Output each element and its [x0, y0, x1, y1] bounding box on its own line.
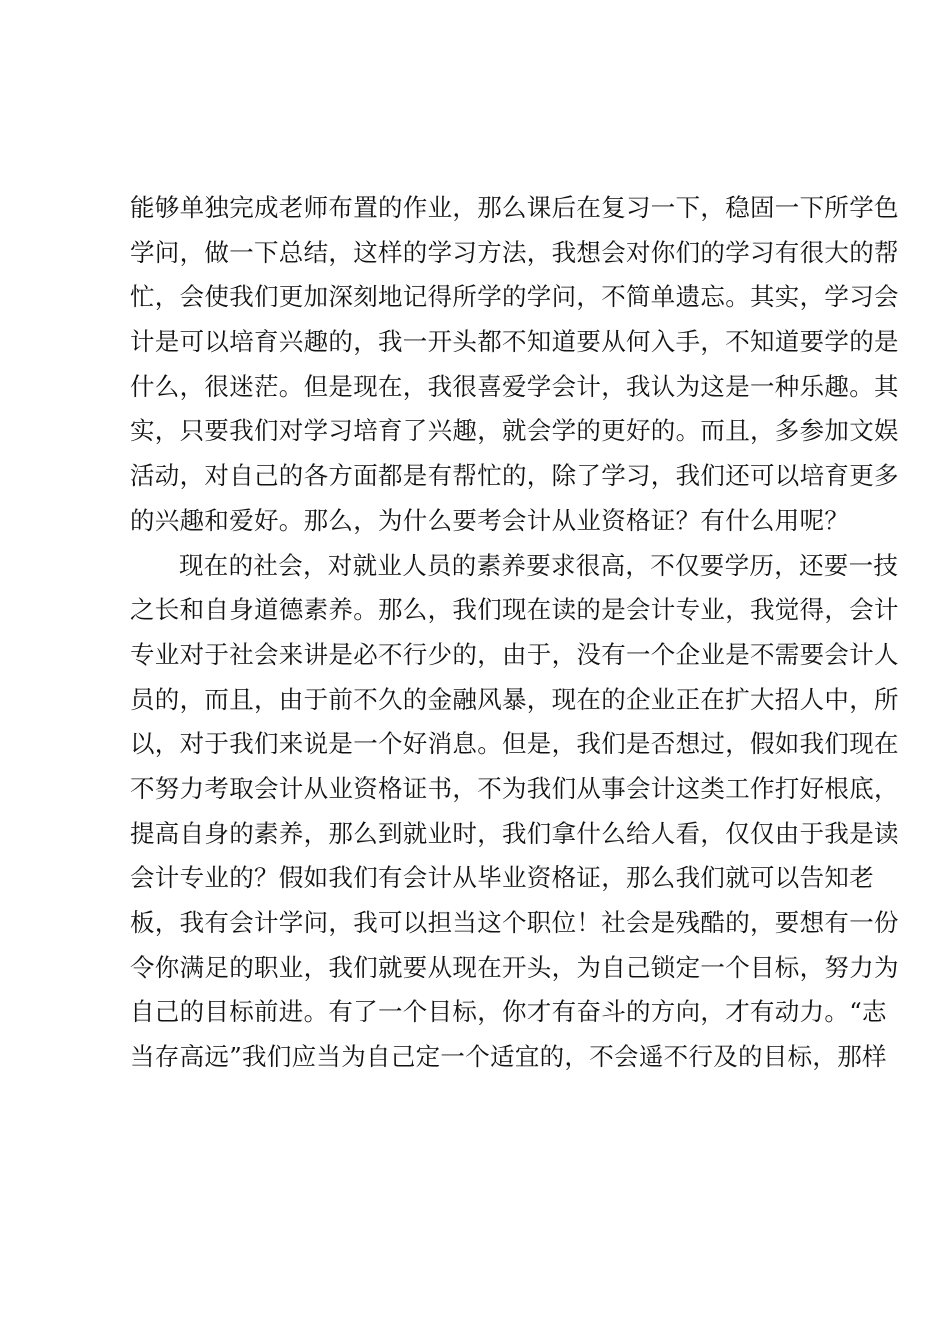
text-line: 员的，而且，由于前不久的金融风暴，现在的企业正在扩大招人中，所: [130, 684, 899, 714]
text-line: 专业对于社会来讲是必不行少的，由于，没有一个企业是不需要会计人: [130, 639, 899, 669]
document-body: [130, 186, 899, 1080]
text-line: 板，我有会计学问，我可以担当这个职位！社会是残酷的，要想有一份: [130, 908, 899, 937]
text-line: 提高自身的素养，那么到就业时，我们拿什么给人看，仅仅由于我是读: [130, 818, 899, 848]
text-line: 之长和自身道德素养。那么，我们现在读的是会计专业，我觉得，会计: [130, 595, 899, 625]
text-line: 忙，会使我们更加深刻地记得所学的学问，不简单遗忘。其实，学习会: [130, 282, 899, 312]
text-line: 计是可以培育兴趣的，我一开头都不知道要从何入手，不知道要学的是: [130, 327, 899, 357]
text-line: 学问，做一下总结，这样的学习方法，我想会对你们的学习有很大的帮: [130, 237, 899, 267]
text-line: 实，只要我们对学习培育了兴趣，就会学的更好的。而且，多参加文娱: [130, 416, 899, 446]
text-line: 令你满足的职业，我们就要从现在开头，为自己锁定一个目标，努力为: [130, 952, 899, 982]
text-line: 以，对于我们来说是一个好消息。但是，我们是否想过，假如我们现在: [130, 729, 899, 759]
paragraph-1: [130, 186, 899, 544]
text-line: 会计专业的？假如我们有会计从毕业资格证，那么我们就可以告知老: [130, 863, 874, 893]
text-line: 活动，对自己的各方面都是有帮忙的，除了学习，我们还可以培育更多: [130, 461, 899, 491]
text-line: 现在的社会，对就业人员的素养要求很高，不仅要学历，还要一技: [179, 550, 899, 580]
text-line: 能够单独完成老师布置的作业，那么课后在复习一下，稳固一下所学色: [130, 193, 899, 222]
text-line: 自己的目标前进。有了一个目标，你才有奋斗的方向，才有动力。“志: [130, 997, 887, 1027]
paragraph-2: [130, 544, 899, 1080]
text-line: 什么，很迷茫。但是现在，我很喜爱学会计，我认为这是一种乐趣。其: [130, 371, 899, 401]
text-line: 当存高远”我们应当为自己定一个适宜的，不会遥不行及的目标，那样: [130, 1042, 887, 1072]
text-line: 的兴趣和爱好。那么，为什么要考会计从业资格证？有什么用呢？: [130, 505, 850, 535]
text-line: 不努力考取会计从业资格证书，不为我们从事会计这类工作打好根底，: [130, 773, 899, 803]
